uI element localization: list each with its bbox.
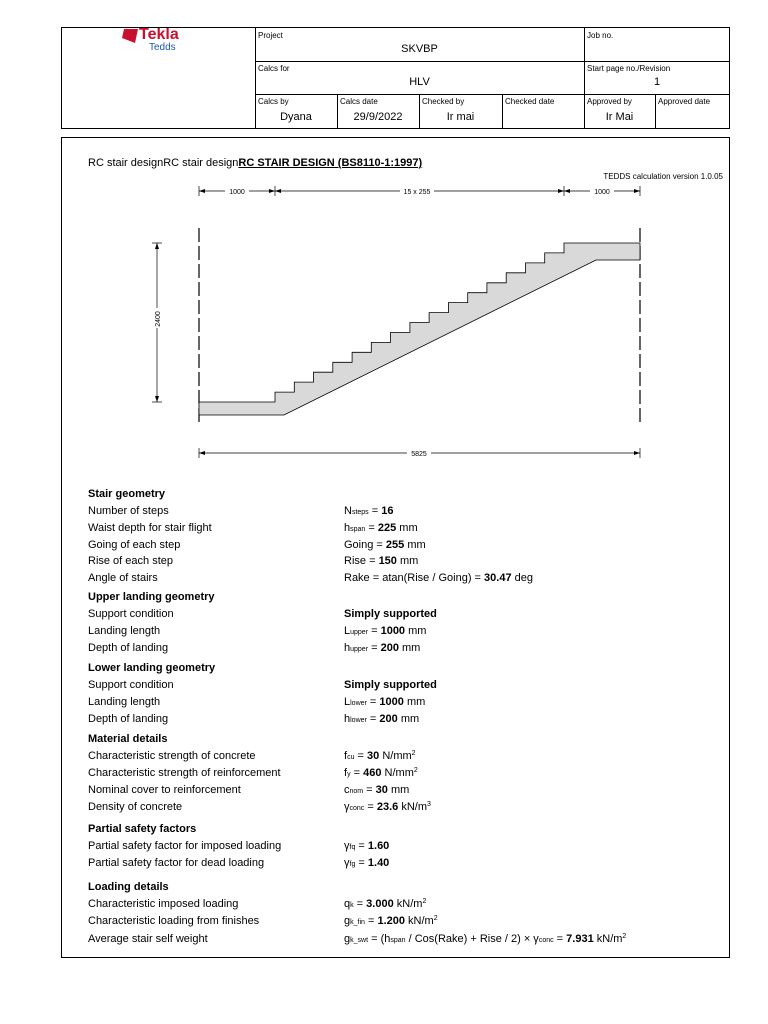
checked-by-value: Ir mai bbox=[446, 111, 475, 123]
param-label: Characteristic strength of reinforcement bbox=[88, 767, 281, 779]
title-prefix: RC stair designRC stair design bbox=[88, 157, 239, 169]
stair-section bbox=[199, 243, 640, 415]
logo-product: Tedds bbox=[149, 42, 176, 53]
param-label: Rise of each step bbox=[88, 555, 173, 568]
param-label: Partial safety factor for dead loading bbox=[88, 857, 265, 869]
calcs-date-cell bbox=[337, 94, 419, 128]
param-value: Going = 255 mm bbox=[344, 538, 426, 551]
logo-brand: Tekla bbox=[139, 26, 179, 43]
section-loading-details: Loading details bbox=[88, 881, 169, 893]
lower-support-value: Simply supported bbox=[344, 679, 437, 691]
stair-drawing bbox=[62, 178, 729, 468]
project-label: Project bbox=[258, 31, 283, 40]
page-title bbox=[88, 157, 422, 169]
approved-date-label: Approved date bbox=[658, 97, 711, 106]
param-label: Going of each step bbox=[88, 538, 181, 551]
project-cell bbox=[255, 28, 584, 61]
upper-support-label: Support condition bbox=[88, 608, 174, 620]
param-value: Rise = 150 mm bbox=[344, 555, 419, 568]
section-lower-landing: Lower landing geometry bbox=[88, 662, 216, 674]
param-value: qk = 3.000 $kN/m^2$ bbox=[344, 898, 427, 910]
param-value: γfg = 1.40 bbox=[344, 857, 390, 869]
selfweight-label: Average stair self weight bbox=[88, 933, 208, 945]
checked-by-label: Checked by bbox=[422, 97, 465, 106]
param-value: fcu = 30 $N/mm^2$ bbox=[344, 750, 416, 762]
start-page-value: 1 bbox=[654, 76, 661, 88]
upper-support-value: Simply supported bbox=[344, 608, 437, 620]
calcs-for-label: Calcs for bbox=[258, 64, 290, 73]
param-value: Nsteps = 16 bbox=[344, 505, 394, 517]
job-no-label: Job no. bbox=[587, 31, 614, 40]
param-value: Lupper = 1000 mm bbox=[344, 625, 427, 637]
dim-steps-label: 15 x 255 bbox=[403, 189, 431, 196]
calcs-by-value: Dyana bbox=[280, 111, 312, 123]
param-value: hupper = 200 mm bbox=[344, 642, 421, 654]
param-label: Characteristic imposed loading bbox=[88, 898, 239, 910]
dim-lower-label: 1000 bbox=[229, 189, 245, 196]
checked-date-label: Checked date bbox=[505, 97, 555, 106]
param-value: fy = 460 $N/mm^2$ bbox=[344, 767, 418, 779]
section-upper-landing: Upper landing geometry bbox=[88, 591, 215, 603]
approved-by-label: Approved by bbox=[587, 97, 632, 106]
param-value: Rake = atan(Rise / Going) = 30.47 deg bbox=[344, 572, 533, 585]
param-label: Landing length bbox=[88, 625, 161, 637]
param-label: Density of concrete bbox=[88, 801, 183, 813]
calcs-date-label: Calcs date bbox=[340, 97, 378, 106]
dim-height-label: 2400 bbox=[155, 311, 162, 327]
param-label: Characteristic strength of concrete bbox=[88, 750, 256, 762]
calcs-for-value: HLV bbox=[409, 76, 430, 88]
approved-by-value: Ir Mai bbox=[605, 111, 634, 123]
job-no-cell bbox=[584, 28, 729, 61]
param-label: Characteristic loading from finishes bbox=[88, 915, 260, 927]
param-label: Landing length bbox=[88, 696, 161, 708]
calcs-by-cell bbox=[255, 94, 337, 128]
checked-by-cell bbox=[419, 94, 502, 128]
dim-total-label: 5825 bbox=[411, 451, 427, 458]
param-label: Partial safety factor for imposed loading bbox=[88, 840, 282, 852]
calculation-body bbox=[61, 137, 730, 958]
calcs-by-label: Calcs by bbox=[258, 97, 289, 106]
param-label: Depth of landing bbox=[88, 713, 169, 725]
param-value: hlower = 200 mm bbox=[344, 713, 420, 725]
approved-by-cell bbox=[584, 94, 655, 128]
param-value: hspan = 225 mm bbox=[344, 521, 418, 534]
param-value: γfq = 1.60 bbox=[344, 840, 390, 852]
param-label: Nominal cover to reinforcement bbox=[88, 784, 241, 796]
lower-support-label: Support condition bbox=[88, 679, 174, 691]
dim-upper-label: 1000 bbox=[594, 189, 610, 196]
calcs-for-cell bbox=[255, 61, 584, 94]
param-label: Number of steps bbox=[88, 505, 169, 517]
section-partial-safety: Partial safety factors bbox=[88, 823, 197, 835]
param-label: Depth of landing bbox=[88, 642, 169, 654]
param-label: Angle of stairs bbox=[88, 572, 158, 585]
title-main: RC STAIR DESIGN (BS8110-1:1997) bbox=[238, 157, 423, 169]
param-value: γconc = 23.6 $kN/m^3$ bbox=[344, 801, 431, 813]
approved-date-cell bbox=[655, 94, 729, 128]
start-page-cell bbox=[584, 61, 729, 94]
param-value: Llower = 1000 mm bbox=[344, 696, 426, 708]
title-block bbox=[61, 27, 730, 129]
checked-date-cell bbox=[502, 94, 584, 128]
param-value: cnom = 30 mm bbox=[344, 784, 410, 796]
tedds-version: TEDDS calculation version 1.0.05 bbox=[603, 172, 723, 181]
project-value: SKVBP bbox=[401, 43, 438, 55]
section-material-details: Material details bbox=[88, 733, 168, 745]
selfweight-formula: gk_swt = (hspan / Cos(Rake) + Rise / 2) × γconc = 7.931 $kN/m^2$ bbox=[344, 933, 627, 945]
calcs-date-value: 29/9/2022 bbox=[353, 111, 403, 123]
section-stair-geometry: Stair geometry bbox=[88, 488, 166, 500]
param-label: Waist depth for stair flight bbox=[88, 521, 212, 534]
param-value: gk_fin = 1.200 $kN/m^2$ bbox=[344, 915, 438, 927]
start-page-label: Start page no./Revision bbox=[587, 64, 671, 73]
